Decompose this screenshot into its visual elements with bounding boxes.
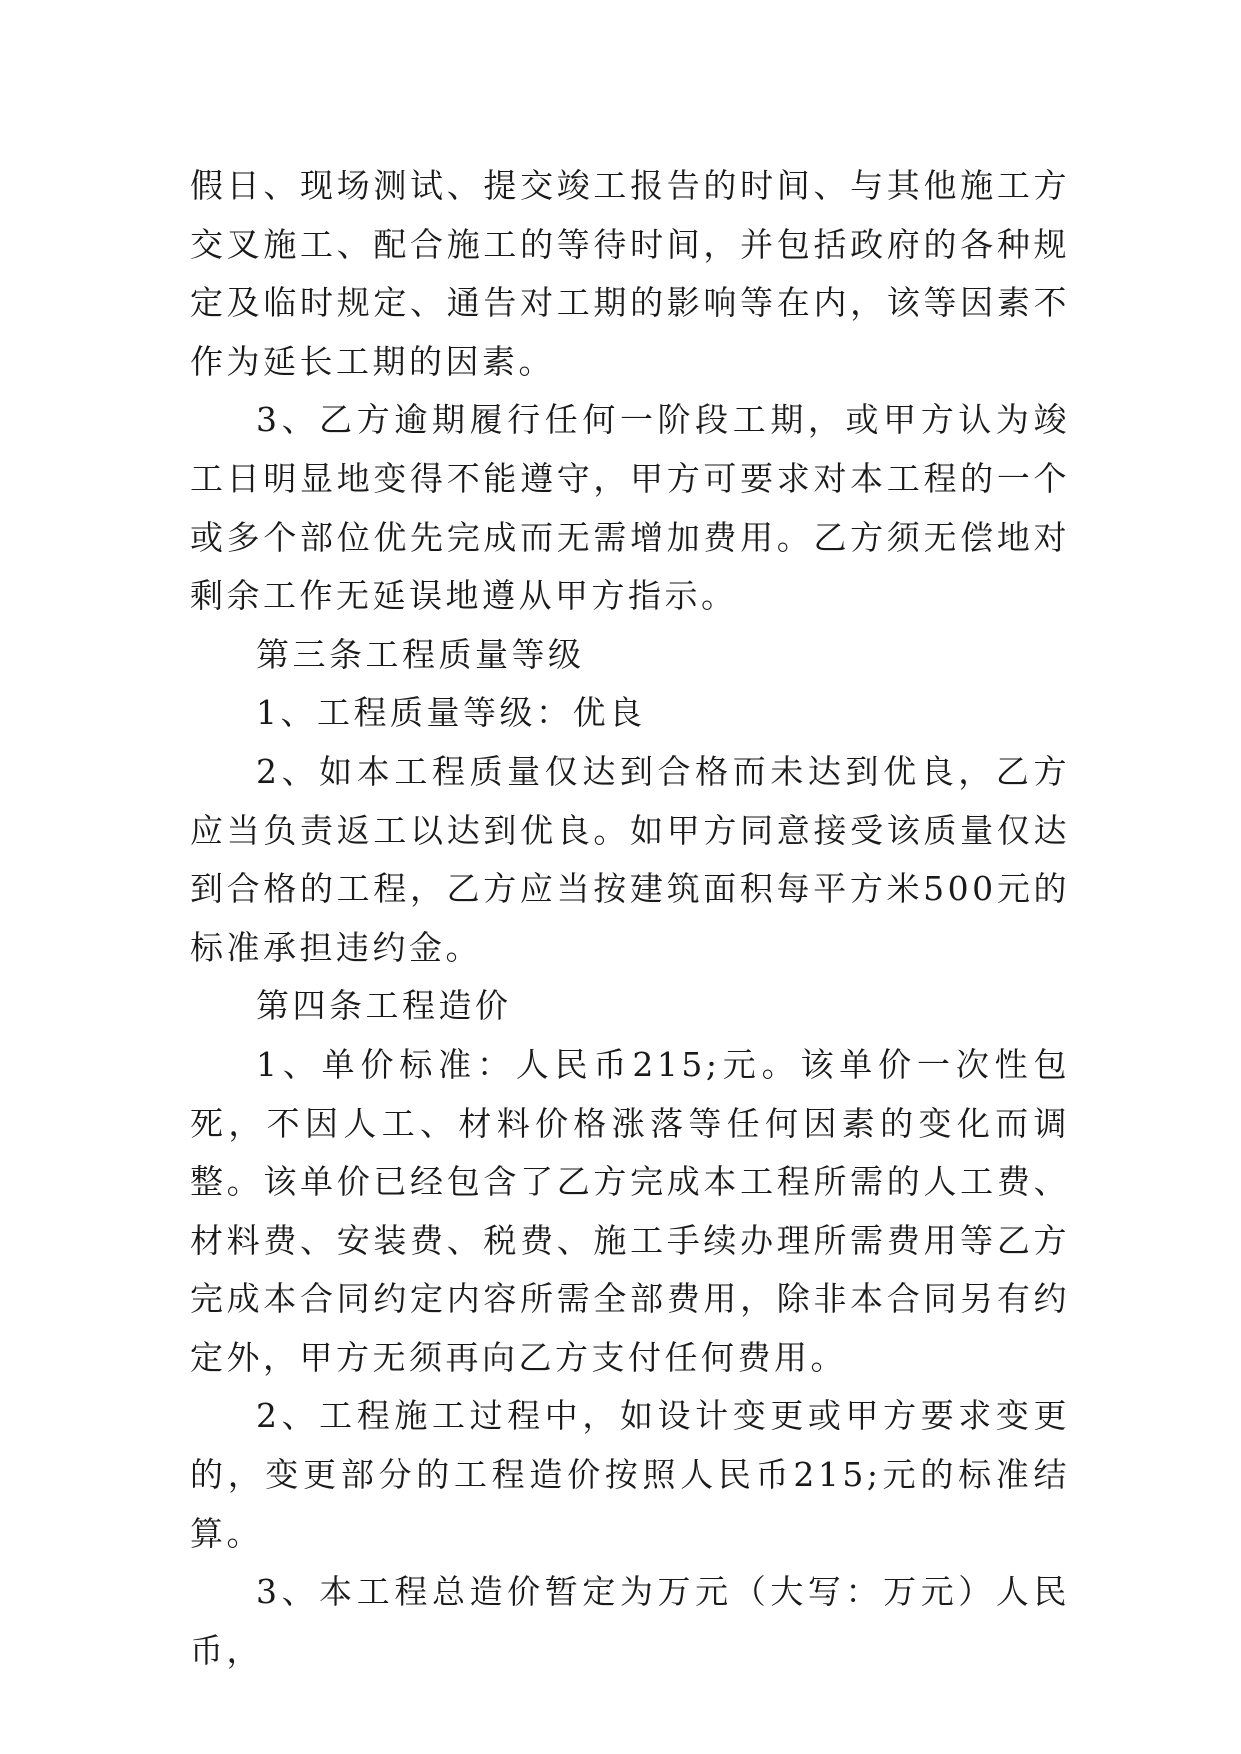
paragraph-clause-3: 3、乙方逾期履行任何一阶段工期，或甲方认为竣工日明显地变得不能遵守，甲方可要求对本工程的一个或多个部位优先完成而无需增加费用。乙方须无偿地对剩余工作无延误地遵从甲方指示。 [190, 400, 1070, 616]
paragraph-price-3: 3、本工程总造价暂定为万元（大写：万元）人民币， [190, 1572, 1070, 1670]
paragraph-price-2: 2、工程施工过程中，如设计变更或甲方要求变更的，变更部分的工程造价按照人民币215;元的标准结算。 [190, 1396, 1070, 1553]
paragraph-quality-2: 2、如本工程质量仅达到合格而未达到优良，乙方应当负责返工以达到优良。如甲方同意接受该质量仅达到合格的工程，乙方应当按建筑面积每平方米500元的标准承担违约金。 [190, 751, 1070, 967]
article-heading-4: 第四条工程造价 [256, 986, 512, 1026]
paragraph-continuation: 假日、现场测试、提交竣工报告的时间、与其他施工方交叉施工、配合施工的等待时间，并包括政府的各种规定及临时规定、通告对工期的影响等在内，该等因素不作为延长工期的因素。 [190, 166, 1070, 381]
paragraph-price-1: 1、单价标准：人民币215;元。该单价一次性包死，不因人工、材料价格涨落等任何因素的变化而调整。该单价已经包含了乙方完成本工程所需的人工费、材料费、安装费、税费、施工手续办理所需费用等乙方完成本合同约定内容所需全部费用，除非本合同另有约定外，甲方无须再向乙方支付任何费用。 [190, 1044, 1070, 1377]
article-heading-3: 第三条工程质量等级 [256, 634, 585, 674]
document-body [190, 157, 1070, 1680]
paragraph-quality-1: 1、工程质量等级：优良 [256, 693, 646, 733]
